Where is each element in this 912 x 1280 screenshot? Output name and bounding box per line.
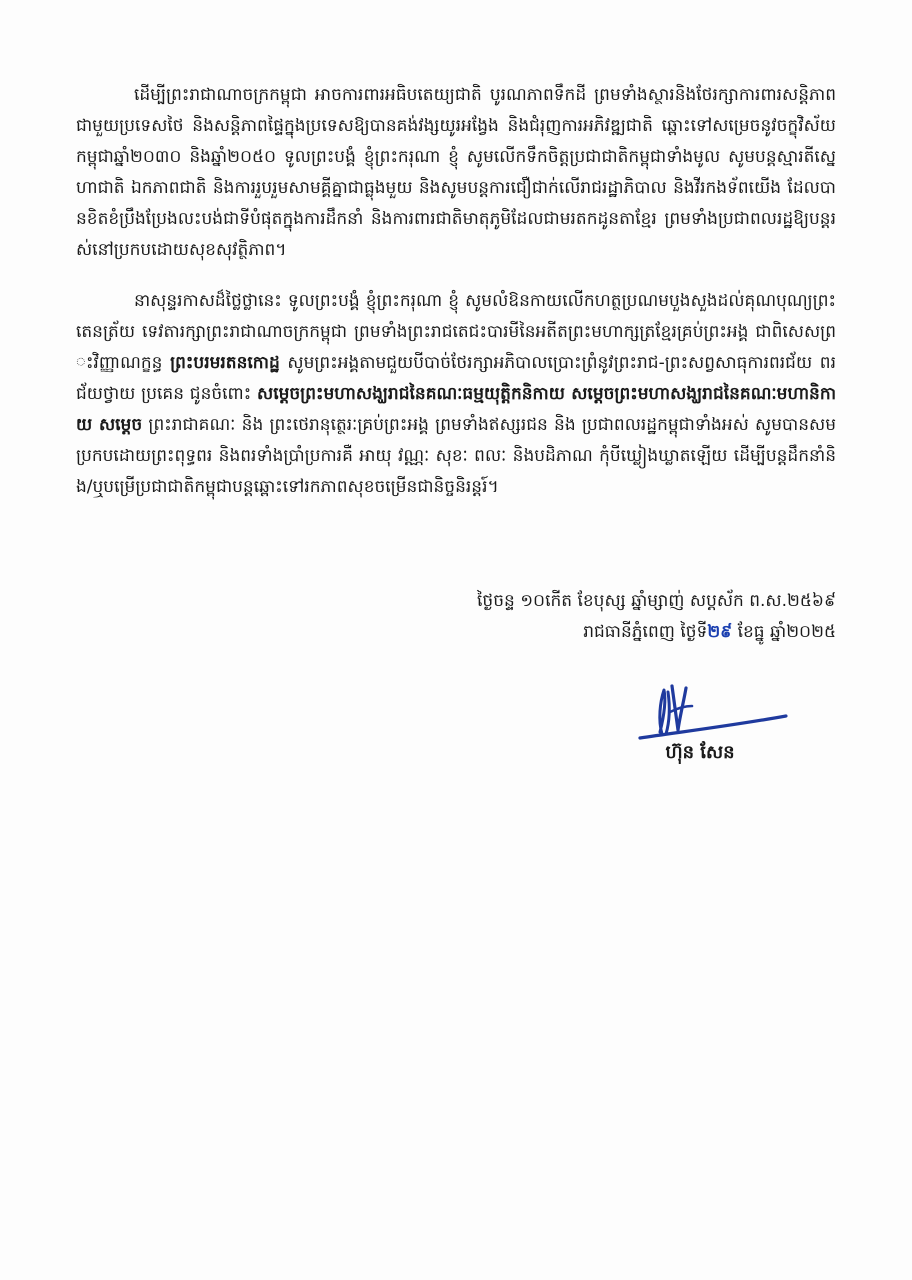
dateline bbox=[380, 586, 836, 648]
solar-date bbox=[380, 617, 836, 648]
paragraph-1 bbox=[76, 80, 836, 266]
paragraph-2 bbox=[76, 286, 836, 503]
paragraph-2-text-end: ព្រះរាជាគណៈ និង ព្រះថេរានុត្ថេរៈគ្រប់ព្រះអង្គ ព្រមទាំងឥស្សរជន និង ប្រជាពលរដ្ឋកម្ពុជាទាំងអស់ សូមបានសមប្រកបដោយព្រះពុទ្ធពរ និងពរទាំងប្រាំប្រការគឺ អាយុ វណ្ណៈ សុខៈ ពលៈ និងបដិភាណ កុំបីឃ្លៀងឃ្លាតឡើយ ដើម្បីបន្តដឹកនាំនិង/ឬបម្រើប្រជាជាតិកម្ពុជាបន្តឆ្ពោះទៅរកភាពសុខចម្រើនជានិច្ចនិរន្តរ៍។ bbox=[76, 415, 836, 497]
letter-body bbox=[76, 80, 836, 523]
paragraph-2-bold-supreme-patriarchs: សម្តេចព្រះមហាសង្ឃរាជនៃគណៈធម្មយុត្តិកនិកាយ សម្តេចព្រះមហាសង្ឃរាជនៃគណៈមហានិកាយ សម្តេច bbox=[76, 384, 836, 435]
signer-name: ហ៊ុន សែន bbox=[665, 742, 735, 763]
paragraph-2-text-start: នាសុន្ទរកាសដ៏ថ្លៃថ្លានេះ ទូលព្រះបង្គំ ខ្ញុំព្រះករុណា ខ្ញុំ សូមលំឱនកាយលើកហត្ថប្រណមបួងសួងដល់គុណបុណ្យព្រះតេនត្រ័យ ទេវតារក្សាព្រះរាជាណាចក្រកម្ពុជា ព្រមទាំងព្រះរាជតេជះបារមីនៃអតីតព្រះមហាក្សត្រខ្មែរគ្រប់ព្រះអង្គ ជាពិសេសព្រះវិញ្ញាណក្ខន្ធ bbox=[76, 291, 836, 373]
paragraph-1-text: ដើម្បីព្រះរាជាណាចក្រកម្ពុជា អាចការពារអធិបតេយ្យជាតិ បូរណភាពទឹកដី ព្រមទាំងស្ថារនិងថែរក្សាការពារសន្តិភាពជាមួយប្រទេសថៃ និងសន្តិភាពផ្ទៃក្នុងប្រទេសឱ្យបានគង់វង្សយូរអង្វែង និងជំរុញការអភិវឌ្ឍជាតិ ឆ្ពោះទៅសម្រេចនូវចក្ខុវិស័យកម្ពុជាឆ្នាំ២០៣០ និងឆ្នាំ២០៥០ ទូលព្រះបង្គំ ខ្ញុំព្រះករុណា ខ្ញុំ សូមលើកទឹកចិត្តប្រជាជាតិកម្ពុជាទាំងមូល សូមបន្តស្មារតីស្នេហាជាតិ ឯកភាពជាតិ និងការរួបរួមសាមគ្គីគ្នាជាធ្លុងមួយ និងសូមបន្តការជឿជាក់លើរាជរដ្ឋាភិបាល និងវីរកងទ័ពយើង ដែលបានខិតខំប្រឹងប្រែងលះបង់ជាទីបំផុតក្នុងការដឹកនាំ និងការពារជាតិមាតុភូមិដែលជាមរតកដូនតាខ្មែរ ព្រមទាំងប្រជាពលរដ្ឋឱ្យបន្តរស់នៅប្រកបដោយសុខសុវត្ថិភាព។ bbox=[76, 85, 836, 260]
solar-date-suffix: ខែធ្នូ ឆ្នាំ២០២៥ bbox=[732, 622, 836, 642]
solar-date-day: ២៩ bbox=[707, 622, 733, 642]
paragraph-2-text-middle: សូមព្រះអង្គតាមជួយបីបាច់ថែរក្សាអភិបាលប្រោះព្រំនូវព្រះរាជ-ព្រះសព្វសាធុការពរជ័យ ពរជ័យថ្វាយ ប្រគេន ជូនចំពោះ bbox=[76, 353, 836, 404]
paragraph-2-bold-royal-name: ព្រះបរមរតនកោដ្ឋ bbox=[170, 353, 280, 373]
solar-date-prefix: រាជធានីភ្នំពេញ ថ្ងៃទី bbox=[583, 622, 708, 642]
lunar-date: ថ្ងៃចន្ទ ១០កើត ខែបុស្ស ឆ្នាំម្សាញ់ សប្តស័ក ព.ស.២៥៦៩ bbox=[477, 591, 836, 611]
